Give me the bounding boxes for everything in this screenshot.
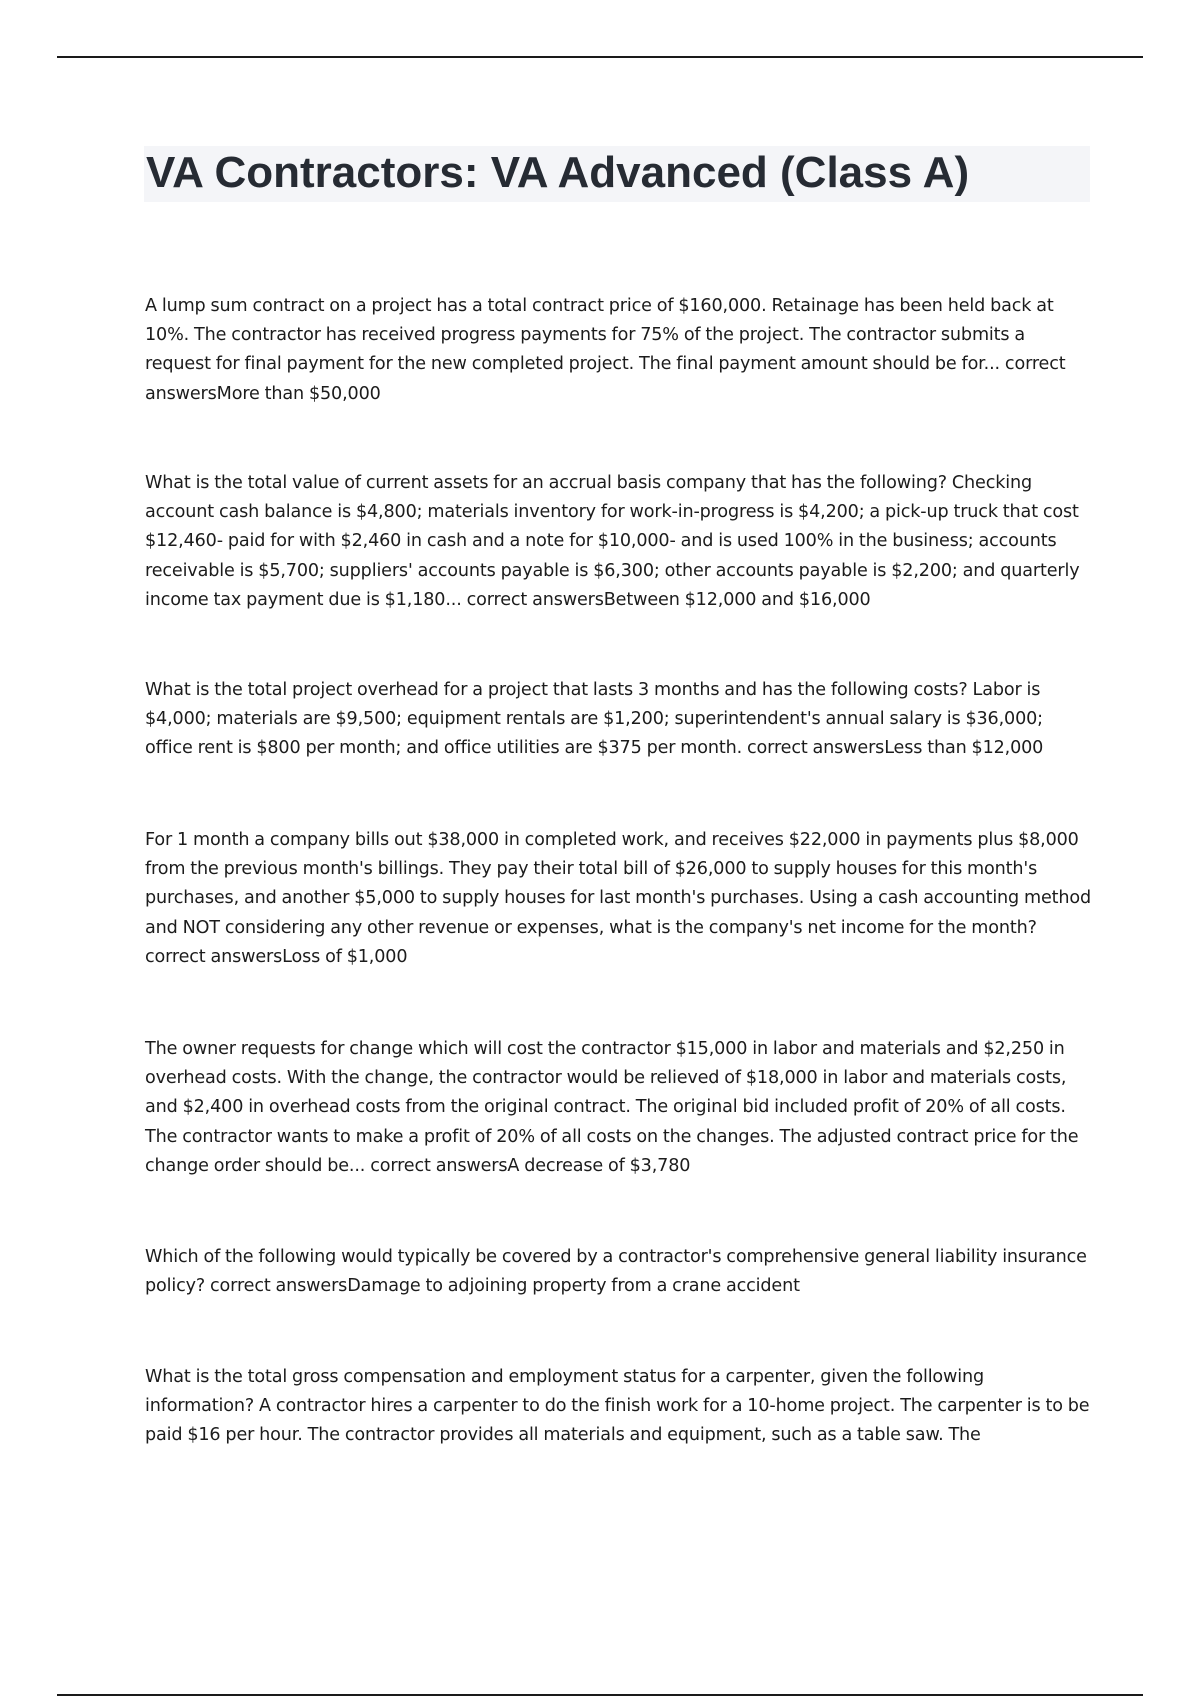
document-title: VA Contractors: VA Advanced (Class A) xyxy=(146,148,970,197)
qa-item-6 xyxy=(145,1243,1095,1301)
answer-text: Loss of $1,000 xyxy=(282,946,408,967)
question-text: What is the total project overhead for a project that lasts 3 months and has the following costs? Labor is $4,000; materials are $9,500; equipment rentals are $1,200; superintendent's annual salary is $36,000; office rent is $800 per month; and office utilities are $375 per month. xyxy=(145,680,1043,759)
answer-text: Less than $12,000 xyxy=(884,738,1044,759)
qa-item-1 xyxy=(145,292,1095,409)
question-text: For 1 month a company bills out $38,000 in completed work, and receives $22,000 in payments plus $8,000 from the previous month's billings. They pay their total bill of $26,000 to supply houses for this month's purchases, and another $5,000 to supply houses for last month's purchases. Using a cash accounting method and NOT considering any other revenue or expenses, what is the company's net income for the month? xyxy=(145,830,1092,938)
answer-separator: correct answers xyxy=(742,738,885,759)
qa-item-5 xyxy=(145,1035,1095,1181)
answer-separator: correct answers xyxy=(145,354,1066,404)
answer-text: More than $50,000 xyxy=(216,383,381,404)
answer-separator: correct answers xyxy=(461,589,604,610)
question-text: What is the total value of current assets for an accrual basis company that has the following? Checking account cash balance is $4,800; materials inventory for work-in-progress is $4,200; a pick-up truck that cost $12,460- paid for with $2,460 in cash and a note for $10,000- and is used 100% in the business; accounts receivable is $5,700; suppliers' accounts payable is $6,300; other accounts payable is $2,200; and quarterly income tax payment due is $1,180... xyxy=(145,473,1080,610)
question-text: What is the total gross compensation and employment status for a carpenter, given the following information? A contractor hires a carpenter to do the finish work for a 10-home project. The carpenter is to be paid $16 per hour. The contractor provides all materials and equipment, such as a table saw. The xyxy=(145,1367,1090,1446)
answer-separator: correct answers xyxy=(365,1155,508,1176)
question-text: The owner requests for change which will cost the contractor $15,000 in labor and materials and $2,250 in overhead costs. With the change, the contractor would be relieved of $18,000 in labor and materials costs, and $2,400 in overhead costs from the original contract. The original bid included profit of 20% of all costs. The contractor wants to make a profit of 20% of all costs on the changes. The adjusted contract price for the change order should be... xyxy=(145,1039,1079,1176)
bottom-rule xyxy=(57,1694,1143,1696)
answer-text: Damage to adjoining property from a crane accident xyxy=(347,1276,800,1297)
answer-separator: correct answers xyxy=(145,946,283,967)
qa-item-7 xyxy=(145,1363,1095,1451)
answer-separator: correct answers xyxy=(205,1276,348,1297)
answer-text: A decrease of $3,780 xyxy=(507,1155,691,1176)
question-text: A lump sum contract on a project has a total contract price of $160,000. Retainage has been held back at 10%. The contractor has received progress payments for 75% of the project. The contractor submits a request for final payment for the new completed project. The final payment amount should be for... xyxy=(145,296,1054,375)
qa-item-3 xyxy=(145,676,1095,764)
qa-item-2 xyxy=(145,469,1095,615)
qa-item-4 xyxy=(145,826,1095,972)
top-rule xyxy=(57,56,1143,58)
answer-text: Between $12,000 and $16,000 xyxy=(603,589,871,610)
question-text: Which of the following would typically be covered by a contractor's comprehensive general liability insurance policy? xyxy=(145,1247,1087,1297)
